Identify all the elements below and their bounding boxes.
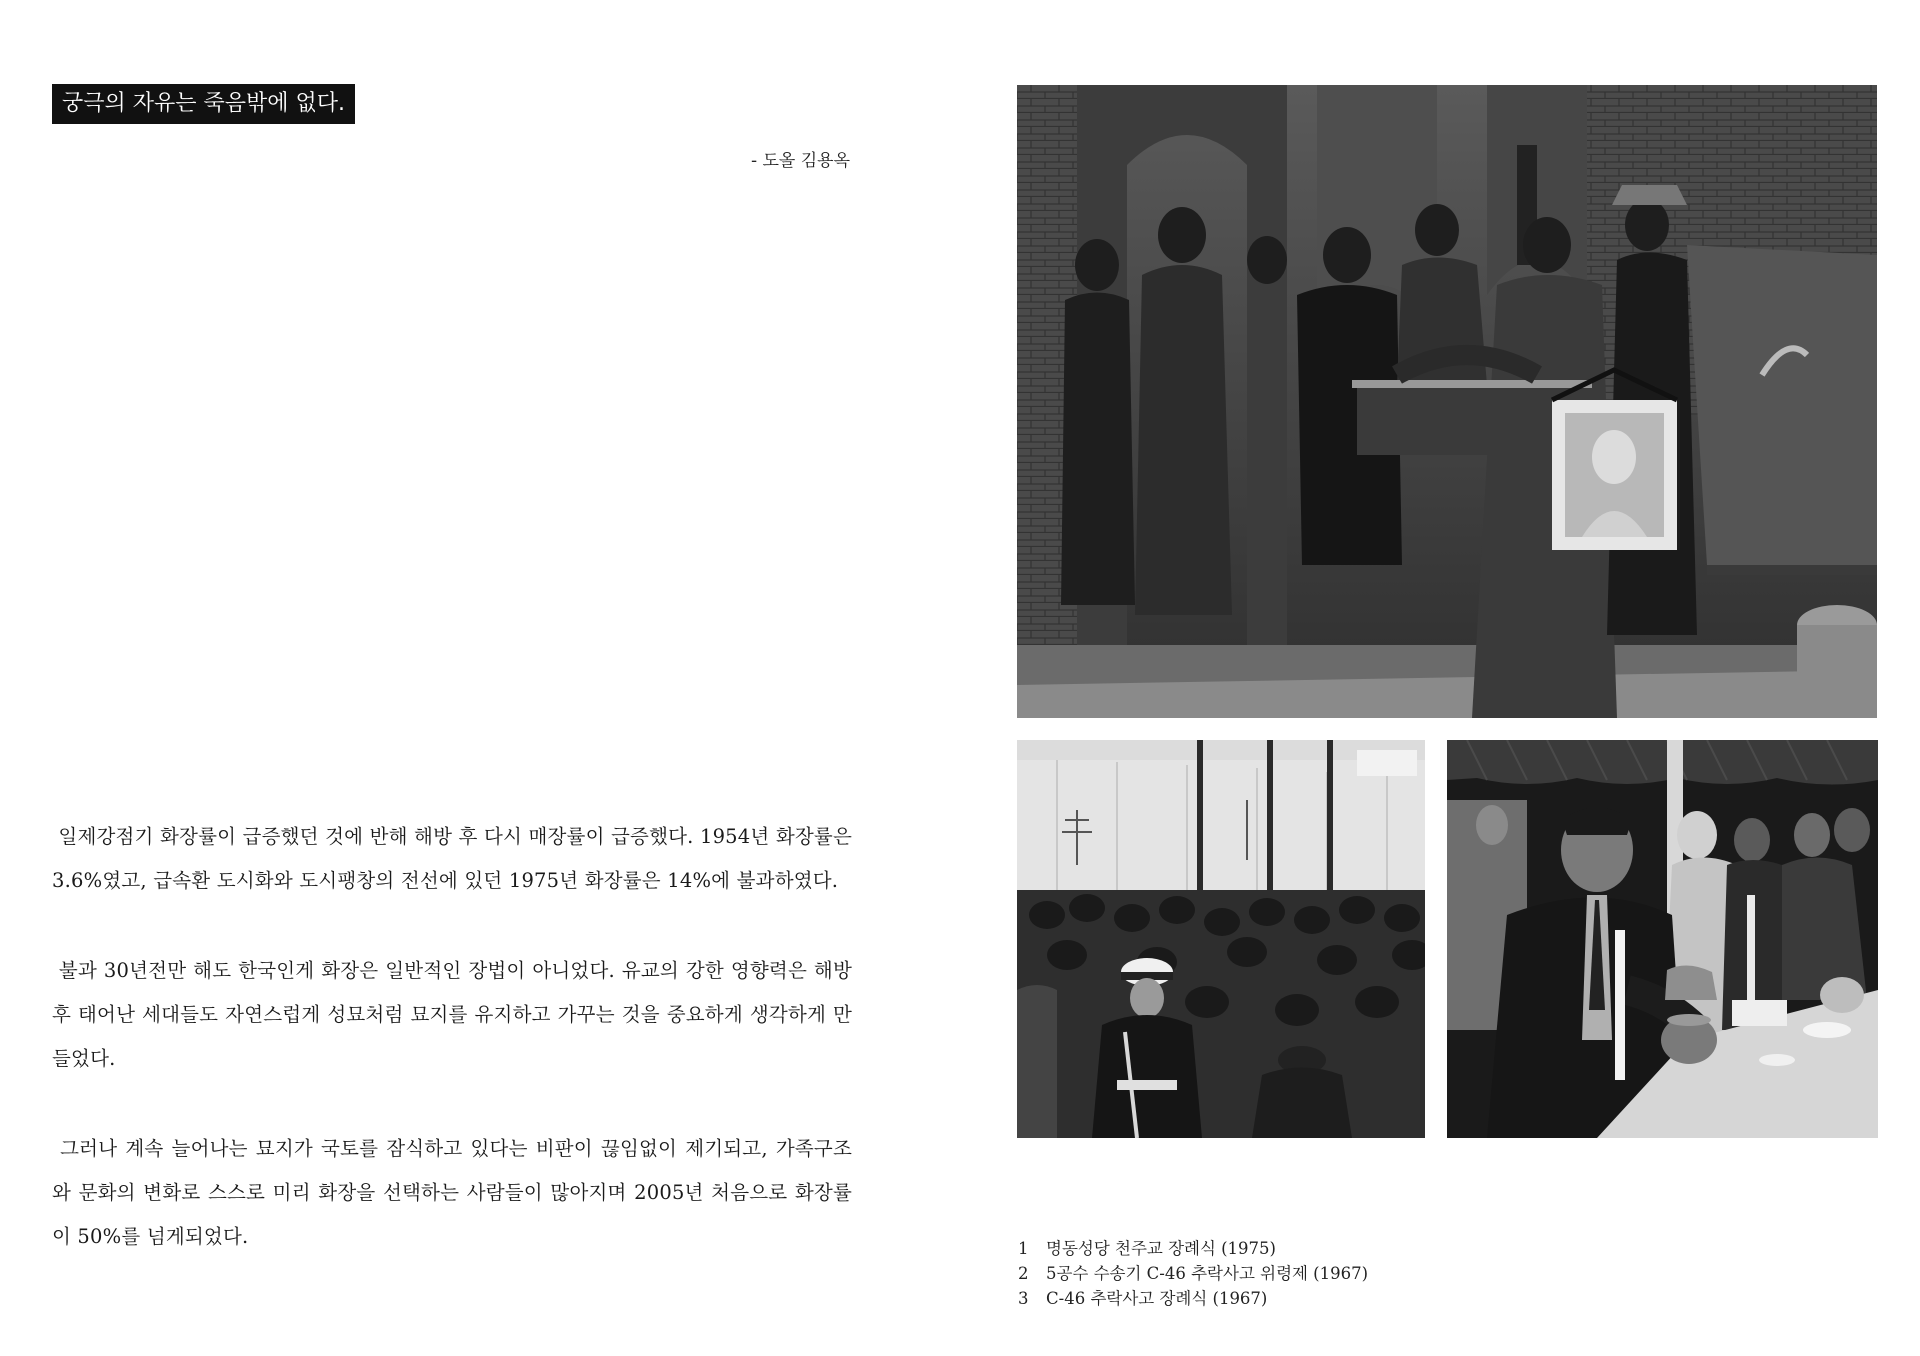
caption-number: 2 xyxy=(1018,1264,1029,1283)
photo-captions xyxy=(1018,1236,1368,1311)
caption-1 xyxy=(1018,1236,1368,1261)
photo-funeral-altar xyxy=(1447,740,1878,1138)
quote-attribution: - 도올 김용옥 xyxy=(750,151,850,171)
caption-number: 1 xyxy=(1018,1239,1029,1258)
caption-number: 3 xyxy=(1018,1289,1029,1308)
photo-memorial-ceremony xyxy=(1017,740,1425,1138)
paragraph: 그러나 계속 늘어나는 묘지가 국토를 잠식하고 있다는 비판이 끊임없이 제기되고, 가족구조와 문화의 변화로 스스로 미리 화장을 선택하는 사람들이 많아지며 2005년 처음으로 화장률이 50%를 넘게되었다. xyxy=(52,1137,852,1248)
caption-2 xyxy=(1018,1261,1368,1286)
caption-text: C-46 추락사고 장례식 (1967) xyxy=(1046,1289,1268,1308)
photo-cathedral-funeral xyxy=(1017,85,1877,718)
body-text xyxy=(52,815,859,1305)
caption-text: 5공수 수송기 C-46 추락사고 위령제 (1967) xyxy=(1046,1264,1369,1283)
paragraph: 일제강점기 화장률이 급증했던 것에 반해 해방 후 다시 매장률이 급증했다. 1954년 화장률은 3.6%였고, 급속환 도시화와 도시팽창의 전선에 있던 1975년 화장률은 14%에 불과하였다. xyxy=(52,825,859,892)
caption-text: 명동성당 천주교 장례식 (1975) xyxy=(1046,1239,1276,1258)
quote-title: 궁극의 자유는 죽음밖에 없다. xyxy=(52,84,355,124)
paragraph: 불과 30년전만 해도 한국인게 화장은 일반적인 장법이 아니었다. 유교의 강한 영향력은 해방 후 태어난 세대들도 자연스럽게 성묘처럼 묘지를 유지하고 가꾸는 것을 중요하게 생각하게 만들었다. xyxy=(52,959,859,1070)
caption-3 xyxy=(1018,1286,1368,1311)
